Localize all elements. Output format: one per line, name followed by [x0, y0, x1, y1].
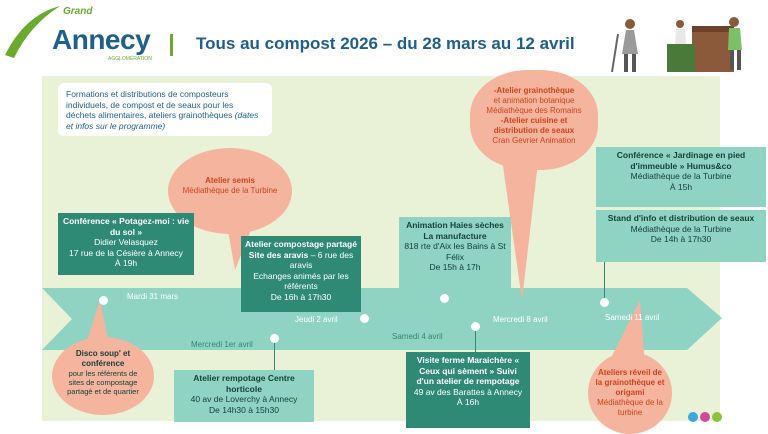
logo-bar	[170, 34, 173, 56]
timeline-dot-4	[440, 294, 449, 303]
event-compost-title: Atelier compostage partagé Site des aravis	[245, 239, 357, 260]
timeline-dot-5	[471, 322, 480, 331]
connector-stand	[604, 262, 605, 298]
bubble-disco-title: Disco soup' et conférence	[75, 349, 131, 368]
timeline-dot-2	[270, 334, 279, 343]
event-stand	[596, 210, 766, 262]
event-ferme-title: Visite ferme Maraichère « Ceux qui sèment » Suivi d'un atelier de rempotage	[416, 355, 520, 386]
event-conf2-l1: Médiathèque de la Turbine	[630, 171, 732, 181]
logo-subtitle: AGGLOMÉRATION	[108, 56, 152, 62]
event-stand-l2: De 14h à 17h30	[650, 234, 712, 244]
intro-note: (dates et infos sur le programme)	[66, 110, 259, 131]
event-conf1-title: Conférence « Potagez-moi : vie du sol »	[62, 216, 190, 237]
event-ferme	[406, 352, 530, 428]
event-conf1-l2: 17 rue de la Césière à Annecy	[69, 247, 183, 258]
event-compost	[241, 236, 361, 312]
bubble-graino-title2: -Atelier cuisine et distribution de seaux	[493, 116, 575, 135]
decor-dot-pink-icon	[700, 412, 710, 422]
event-stand-l1: Médiathèque de la Turbine	[630, 223, 732, 234]
logo-annecy: Annecy	[52, 24, 151, 55]
event-stand-title: Stand d'info et distribution de seaux	[607, 213, 755, 223]
page-title: Tous au compost 2026 – du 28 mars au 12 avril	[196, 34, 575, 53]
bubble-reveil	[588, 352, 672, 434]
event-ferme-l2: À 16h	[456, 397, 480, 407]
bubble-graino-line3: Cran Gevrier Animation	[492, 136, 576, 145]
intro-text: Formations et distributions de composteurs individuels, de compost et de seaux pour les déchets alimentaires, ateliers grainothèques	[66, 89, 234, 120]
event-haies	[399, 217, 511, 291]
event-haies-l1: 818 rte d'Aix les Bains à St Félix	[404, 241, 506, 262]
event-conf1-l3: À 19h	[114, 258, 138, 268]
logo-grand: Grand	[63, 6, 93, 17]
event-conf2	[596, 147, 766, 207]
bubble-graino-title: -Atelier grainothèque	[493, 86, 575, 95]
decor-dot-blue-icon	[688, 412, 698, 422]
date-samedi-4-avril: Samedi 4 avril	[392, 332, 443, 341]
event-rempotage-l2: De 14h30 à 15h30	[209, 404, 279, 415]
event-compost-l3: De 16h à 17h30	[270, 291, 332, 302]
gardeners-illustration-icon	[582, 14, 752, 76]
event-rempotage	[174, 370, 314, 422]
intro-box	[58, 83, 272, 136]
event-conf2-l2: À 15h	[669, 181, 693, 192]
date-mercredi-8-avril: Mercredi 8 avril	[493, 315, 548, 324]
event-conf2-title: Conférence « Jardinage en pied d'immeuble » Humus&co	[616, 150, 746, 171]
event-rempotage-title: Atelier rempotage Centre horticole	[193, 373, 295, 394]
bubble-disco	[52, 337, 154, 415]
date-mardi-31-mars: Mardi 31 mars	[127, 292, 179, 301]
bubble-reveil-place: Médiathèque de la turbine	[597, 398, 663, 417]
bubble-disco-desc: pour les référents de sites de compostage partagé et de quartier	[67, 369, 139, 396]
date-samedi-11-avril: Samedi 11 avril	[605, 313, 660, 322]
event-haies-title: Animation Haies sèches La manufacture	[406, 220, 504, 241]
bubble-graino	[470, 70, 598, 170]
bubble-semis-title: Atelier semis	[205, 176, 255, 185]
decor-dot-green-icon	[712, 412, 722, 422]
timeline-dot-6	[600, 298, 609, 307]
event-haies-l2: De 15h à 17h	[429, 262, 481, 272]
date-mercredi-1-avril: Mercredi 1er avril	[191, 340, 253, 349]
date-jeudi-2-avril: Jeudi 2 avril	[295, 315, 338, 324]
event-ferme-l1: 49 av des Barattes à Annecy	[413, 386, 523, 397]
event-compost-l2: Echanges animés par les référents	[253, 270, 349, 291]
event-rempotage-l1: 40 av de Loverchy à Annecy	[190, 394, 298, 404]
event-conf1	[58, 213, 194, 275]
event-conf1-l1: Didier Velasquez	[94, 237, 158, 247]
timeline-dot-3	[360, 314, 369, 323]
bubble-graino-line2: Médiathèque des Romains	[486, 106, 582, 115]
bubble-graino-line1: et animation botanique	[493, 96, 575, 105]
bubble-reveil-title: Ateliers réveil de la grainothèque et origami	[595, 368, 665, 397]
timeline-dot-1	[99, 296, 108, 305]
bubble-semis-place: Médiathèque de la Turbine	[182, 186, 278, 195]
event-compost-l1: – 6 rue des aravis	[289, 249, 354, 270]
